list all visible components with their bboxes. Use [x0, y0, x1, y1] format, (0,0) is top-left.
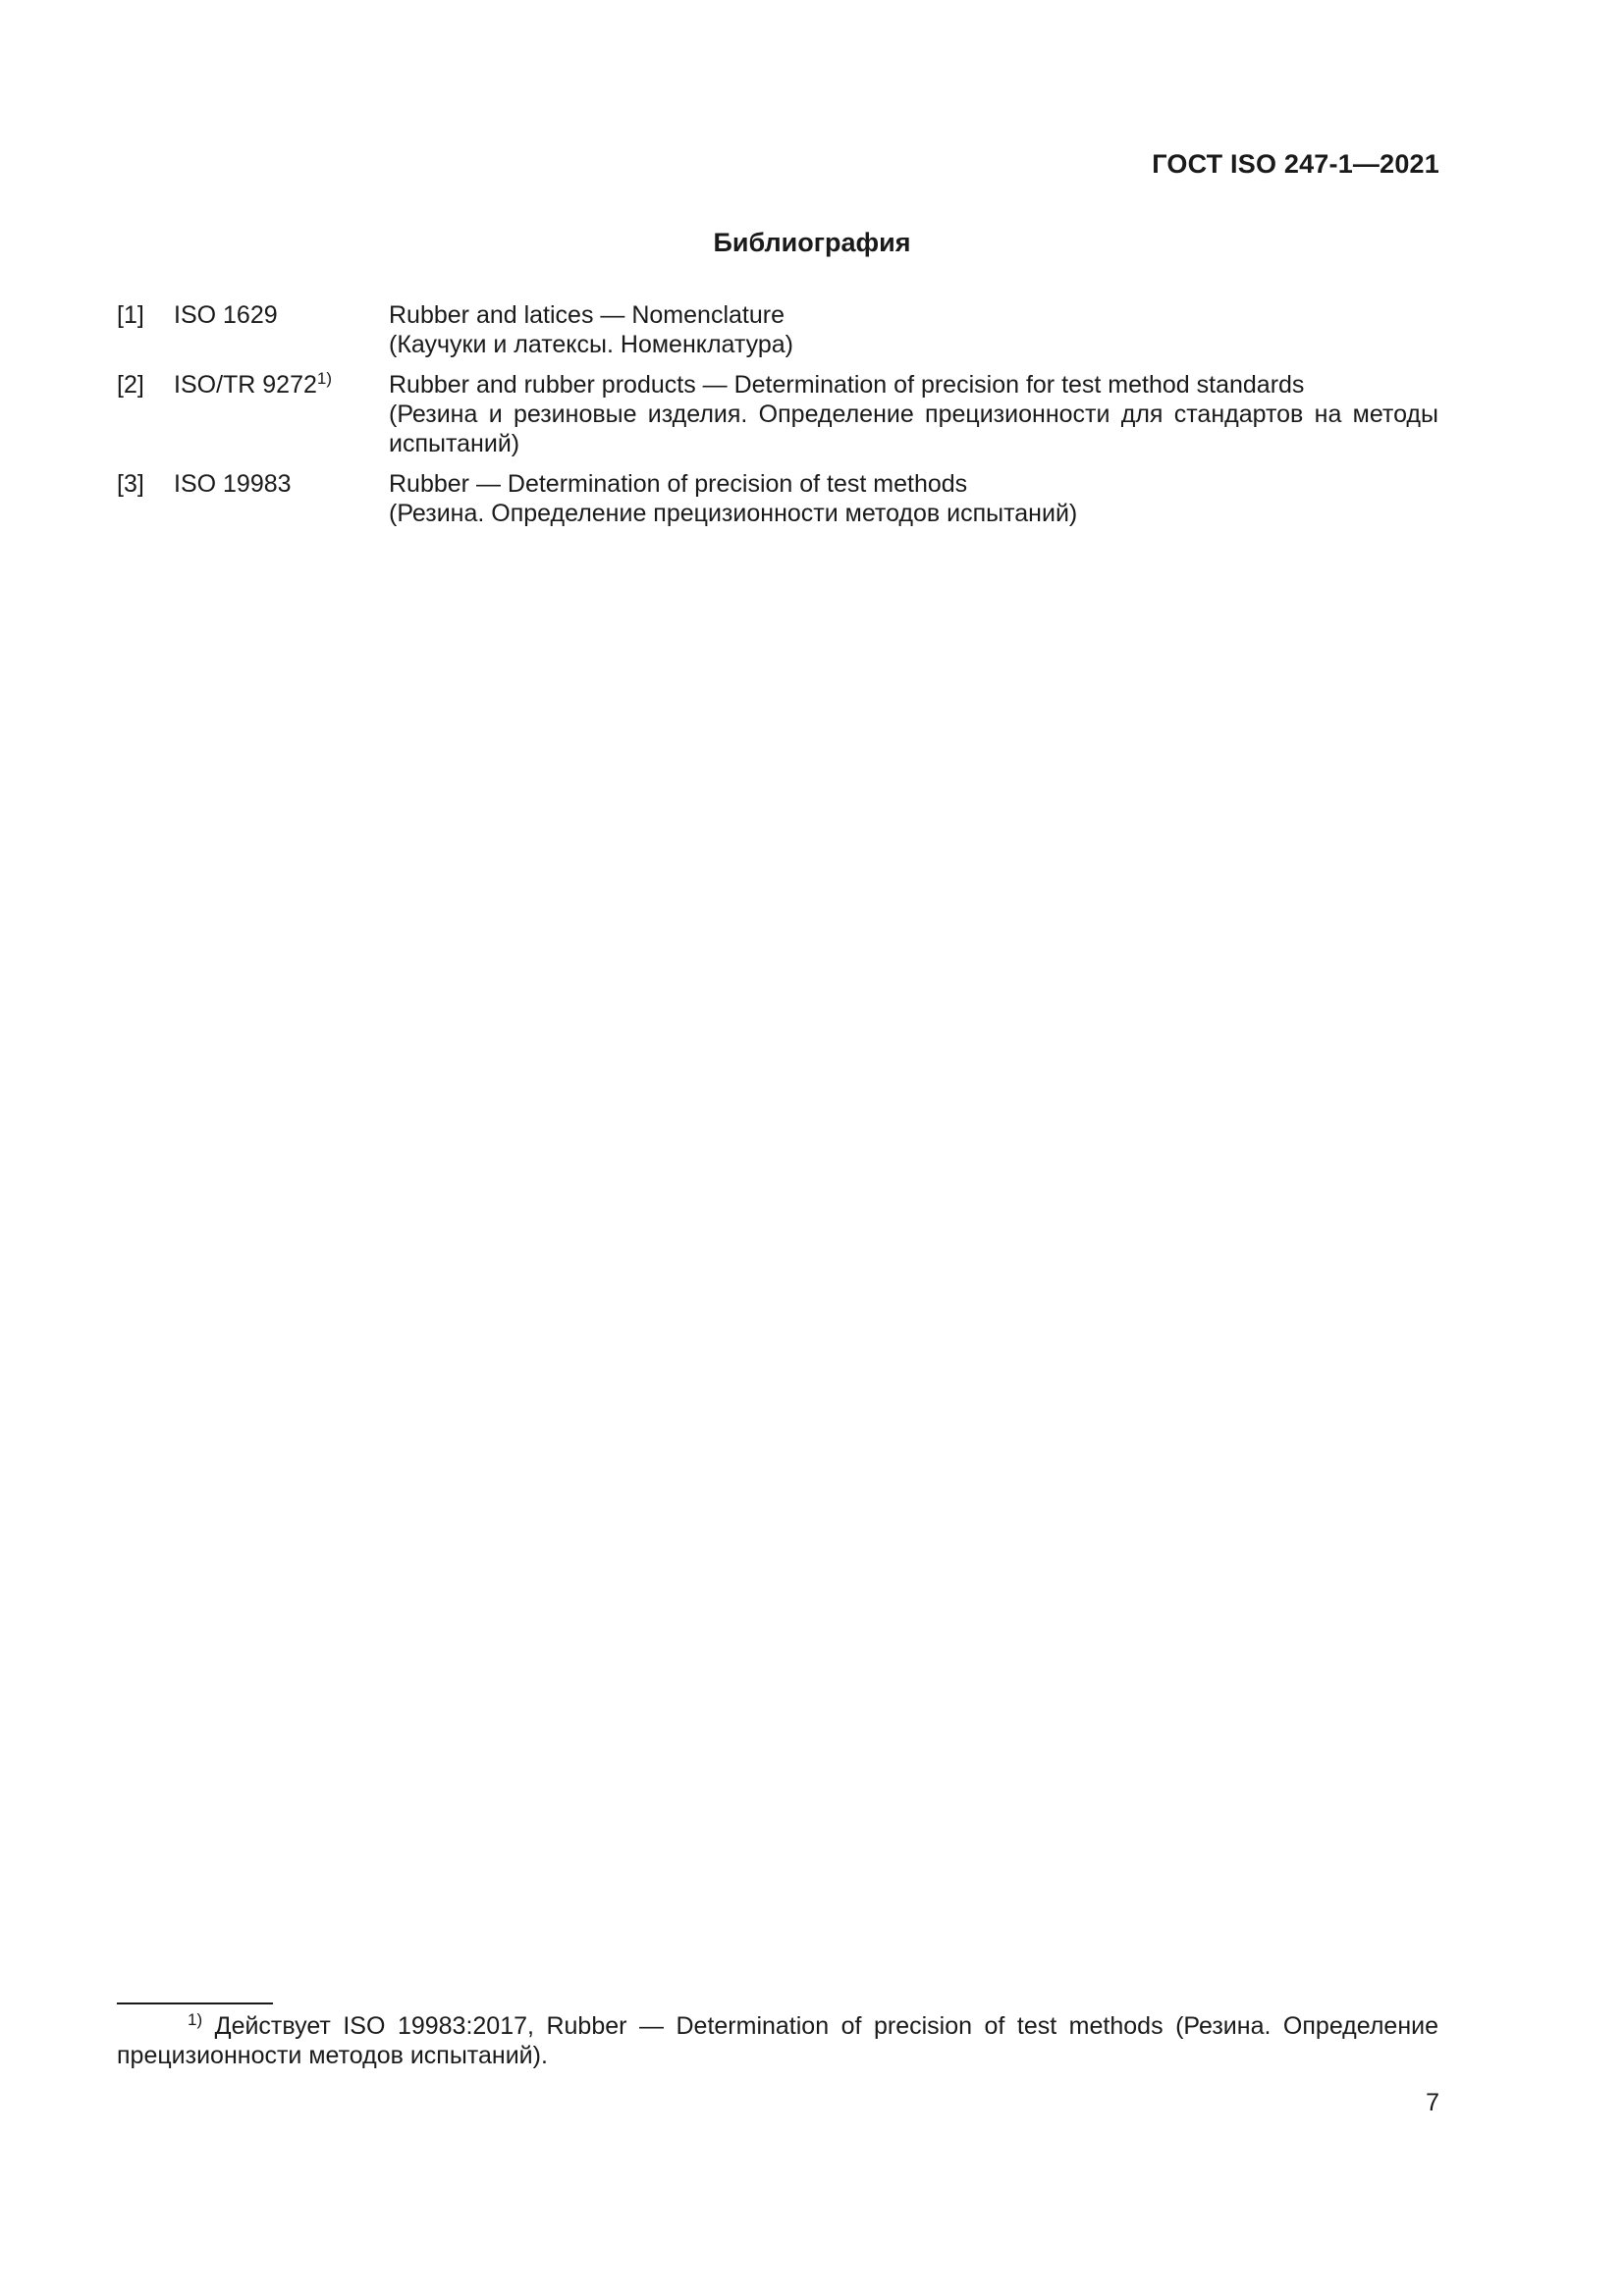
page-number: 7 [1426, 2089, 1439, 2116]
standard-code-text: ISO/TR 9272 [174, 371, 317, 399]
entry-number: [2] [117, 371, 144, 399]
entry-titles [389, 300, 1438, 359]
footnote-separator [117, 2002, 273, 2004]
entry-titles [389, 370, 1438, 458]
bibliography-entry [117, 300, 1438, 359]
entry-title-en: Rubber and rubber products — Determination of precision for test method standards [389, 371, 1305, 399]
entry-titles [389, 469, 1438, 528]
entry-number: [3] [117, 470, 144, 498]
footnote [117, 2011, 1438, 2070]
bibliography-entry [117, 469, 1438, 528]
footnote-text: Действует ISO 19983:2017, Rubber — Determination of precision of test methods (Резина. Определение прецизионности методов испытаний). [117, 2012, 1438, 2069]
document-code: ГОСТ ISO 247-1—2021 [1152, 149, 1439, 179]
standard-code-text: ISO 19983 [174, 470, 292, 498]
entry-title-ru: (Резина. Определение прецизионности методов испытаний) [389, 500, 1078, 527]
entry-title-en: Rubber — Determination of precision of test methods [389, 470, 968, 498]
entry-title-en: Rubber and latices — Nomenclature [389, 301, 785, 329]
footnote-ref: 1) [316, 369, 333, 388]
entry-number: [1] [117, 301, 144, 329]
entry-standard-code [174, 370, 332, 400]
footnote-marker: 1) [188, 2010, 203, 2029]
entry-standard-code [174, 469, 292, 499]
entry-title-ru: (Резина и резиновые изделия. Определение прецизионности для стандартов на методы испытаний) [389, 400, 1438, 457]
bibliography-list [117, 300, 1438, 539]
bibliography-entry [117, 370, 1438, 458]
entry-standard-code [174, 300, 278, 330]
section-title: Библиография [713, 228, 911, 257]
standard-code-text: ISO 1629 [174, 301, 278, 329]
entry-title-ru: (Каучуки и латексы. Номенклатура) [389, 331, 793, 358]
